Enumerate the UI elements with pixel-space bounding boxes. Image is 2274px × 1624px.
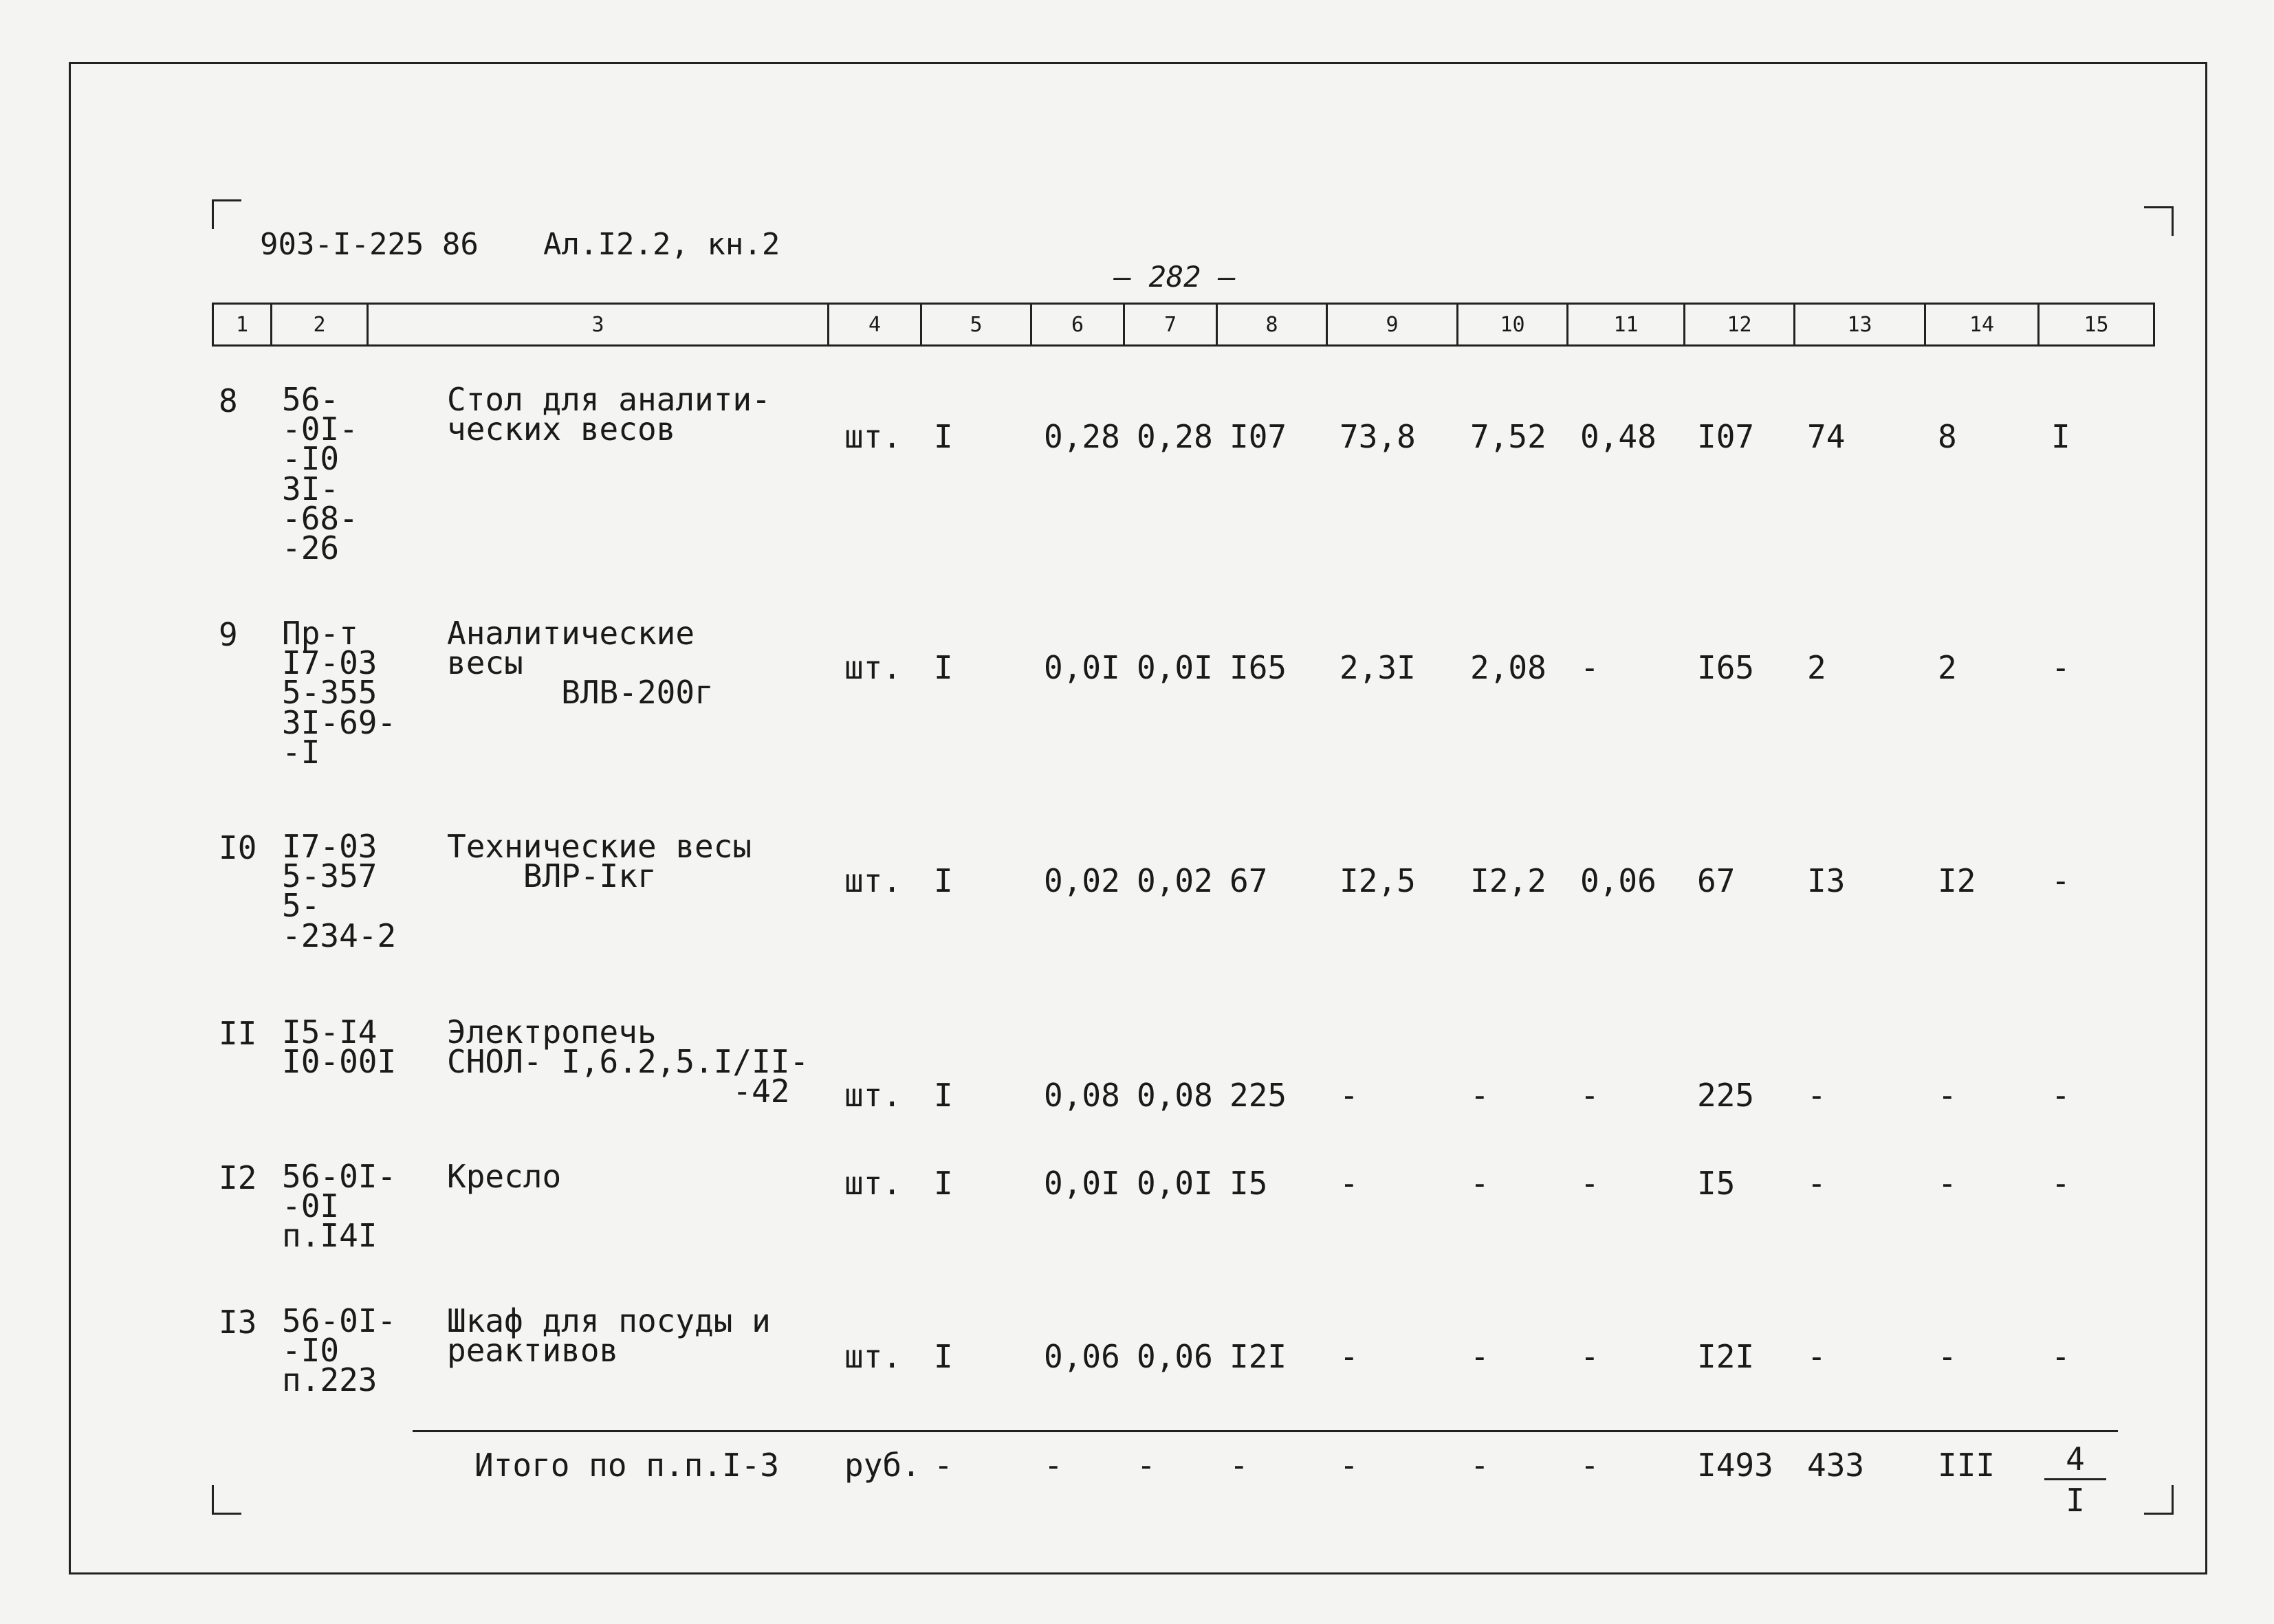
row-value-col-13: I3 — [1807, 862, 1846, 899]
row-value-col-9: - — [1340, 1165, 1359, 1202]
column-number-13: 13 — [1795, 305, 1926, 344]
column-number-11: 11 — [1568, 305, 1685, 344]
column-number-header — [212, 303, 2155, 347]
total-value-col-10: - — [1470, 1447, 1489, 1484]
total-value-col-6: - — [1044, 1447, 1063, 1484]
row-name: Аналитические весы ВЛВ-200г — [447, 615, 714, 712]
row-value-col-8: I07 — [1229, 418, 1287, 455]
row-value-col-6: 0,0I — [1044, 1165, 1120, 1202]
row-value-col-10: - — [1470, 1165, 1489, 1202]
corner-mark-bottom-left — [212, 1485, 241, 1515]
document-code: 903-I-225 86 — [260, 227, 479, 262]
row-value-col-6: 0,06 — [1044, 1338, 1120, 1375]
row-value-col-14: - — [1938, 1338, 1957, 1375]
row-name: Кресло — [447, 1158, 562, 1195]
column-number-4: 4 — [829, 305, 922, 344]
column-number-10: 10 — [1458, 305, 1568, 344]
row-value-col-5: I — [934, 649, 953, 686]
row-value-col-15: - — [2051, 1338, 2070, 1375]
row-value-col-13: - — [1807, 1077, 1826, 1114]
row-catalog-code: I7-03 5-357 5- -234-2 — [282, 828, 397, 954]
total-value-col-7: - — [1137, 1447, 1156, 1484]
row-value-col-10: 2,08 — [1470, 649, 1546, 686]
row-value-col-11: - — [1580, 1338, 1599, 1375]
row-value-col-11: - — [1580, 1165, 1599, 1202]
row-value-col-12: 225 — [1697, 1077, 1755, 1114]
row-value-col-7: 0,06 — [1137, 1338, 1213, 1375]
row-value-col-10: I2,2 — [1470, 862, 1546, 899]
row-catalog-code: 56-0I- -I0 п.223 — [282, 1302, 397, 1399]
total-value-col-8: - — [1229, 1447, 1249, 1484]
row-value-col-14: - — [1938, 1077, 1957, 1114]
corner-mark-top-left — [212, 199, 241, 229]
row-value-col-14: I2 — [1938, 862, 1976, 899]
row-value-col-6: 0,08 — [1044, 1077, 1120, 1114]
column-number-8: 8 — [1218, 305, 1328, 344]
row-value-col-10: - — [1470, 1338, 1489, 1375]
row-value-col-9: 73,8 — [1340, 418, 1416, 455]
row-value-col-12: I07 — [1697, 418, 1755, 455]
row-value-col-13: 2 — [1807, 649, 1826, 686]
column-number-2: 2 — [272, 305, 369, 344]
row-value-col-5: I — [934, 1077, 953, 1114]
row-value-col-6: 0,02 — [1044, 862, 1120, 899]
row-catalog-code: I5-I4 I0-00I — [282, 1013, 397, 1081]
row-value-col-12: I2I — [1697, 1338, 1755, 1375]
row-value-col-5: I — [934, 1338, 953, 1375]
row-number: I0 — [219, 829, 257, 866]
column-number-15: 15 — [2084, 312, 2109, 337]
column-number-14: 14 — [1926, 305, 2040, 344]
row-value-col-15: I — [2051, 418, 2070, 455]
row-value-col-12: I65 — [1697, 649, 1755, 686]
row-unit: шт. — [844, 862, 902, 899]
row-value-col-9: 2,3I — [1340, 649, 1416, 686]
column-number-7: 7 — [1125, 305, 1218, 344]
row-value-col-7: 0,28 — [1137, 418, 1213, 455]
row-value-col-8: I65 — [1229, 649, 1287, 686]
total-value-col-11: - — [1580, 1447, 1599, 1484]
row-value-col-7: 0,0I — [1137, 649, 1213, 686]
row-value-col-7: 0,08 — [1137, 1077, 1213, 1114]
row-unit: шт. — [844, 418, 902, 455]
row-value-col-5: I — [934, 418, 953, 455]
column-number-9: 9 — [1328, 305, 1458, 344]
row-value-col-8: I5 — [1229, 1165, 1268, 1202]
row-value-col-7: 0,02 — [1137, 862, 1213, 899]
row-value-col-14: - — [1938, 1165, 1957, 1202]
row-catalog-code: Пр-т I7-03 5-355 3I-69- -I — [282, 615, 397, 771]
row-value-col-13: 74 — [1807, 418, 1846, 455]
row-value-col-15: - — [2051, 1165, 2070, 1202]
total-unit: руб. — [844, 1447, 921, 1484]
row-value-col-12: 67 — [1697, 862, 1736, 899]
sheet-fraction-bar — [2044, 1478, 2106, 1480]
row-value-col-8: 67 — [1229, 862, 1268, 899]
column-number-3: 3 — [369, 305, 829, 344]
row-value-col-5: I — [934, 1165, 953, 1202]
row-value-col-11: - — [1580, 649, 1599, 686]
total-value-col-13: 433 — [1807, 1447, 1865, 1484]
column-number-12: 12 — [1685, 305, 1795, 344]
row-unit: шт. — [844, 1165, 902, 1202]
row-value-col-11: - — [1580, 1077, 1599, 1114]
row-value-col-5: I — [934, 862, 953, 899]
row-value-col-15: - — [2051, 862, 2070, 899]
row-value-col-8: I2I — [1229, 1338, 1287, 1375]
column-number-1: 1 — [214, 305, 272, 344]
row-value-col-12: I5 — [1697, 1165, 1736, 1202]
row-number: 8 — [219, 382, 238, 419]
row-unit: шт. — [844, 649, 902, 686]
page-number: — 282 — — [1114, 260, 1236, 294]
sheet-fraction-bottom: I — [2066, 1482, 2085, 1519]
row-value-col-15: - — [2051, 1077, 2070, 1114]
row-value-col-8: 225 — [1229, 1077, 1287, 1114]
row-value-col-14: 8 — [1938, 418, 1957, 455]
row-value-col-6: 0,0I — [1044, 649, 1120, 686]
row-value-col-9: - — [1340, 1338, 1359, 1375]
column-number-6: 6 — [1032, 305, 1125, 344]
total-label: Итого по п.п.I-3 — [474, 1447, 780, 1484]
row-value-col-14: 2 — [1938, 649, 1957, 686]
album-reference: Ал.I2.2, кн.2 — [543, 227, 780, 262]
row-value-col-10: 7,52 — [1470, 418, 1546, 455]
row-catalog-code: 56- -0I- -I0 3I- -68- -26 — [282, 381, 358, 567]
row-value-col-9: - — [1340, 1077, 1359, 1114]
row-name: Технические весы ВЛР-Iкг — [447, 828, 752, 895]
row-number: 9 — [219, 616, 238, 653]
row-number: II — [219, 1015, 257, 1052]
row-name: Шкаф для посуды и реактивов — [447, 1302, 771, 1370]
total-separator-line — [413, 1430, 2118, 1432]
sheet-fraction-top: 4 — [2066, 1440, 2085, 1478]
row-value-col-7: 0,0I — [1137, 1165, 1213, 1202]
row-value-col-11: 0,48 — [1580, 418, 1657, 455]
corner-mark-bottom-right — [2144, 1485, 2174, 1515]
row-value-col-6: 0,28 — [1044, 418, 1120, 455]
row-value-col-9: I2,5 — [1340, 862, 1416, 899]
column-number-5: 5 — [922, 305, 1032, 344]
total-value-col-12: I493 — [1697, 1447, 1773, 1484]
row-unit: шт. — [844, 1338, 902, 1375]
row-value-col-13: - — [1807, 1338, 1826, 1375]
total-value-col-14: III — [1938, 1447, 1996, 1484]
row-name: Электропечь СНОЛ- I,6.2,5.I/II- -42 — [447, 1013, 809, 1110]
row-catalog-code: 56-0I- -0I п.I4I — [282, 1158, 397, 1255]
row-unit: шт. — [844, 1077, 902, 1114]
row-name: Стол для аналити- ческих весов — [447, 381, 771, 448]
total-value-col-5: - — [934, 1447, 953, 1484]
row-number: I3 — [219, 1304, 257, 1341]
row-value-col-11: 0,06 — [1580, 862, 1657, 899]
row-value-col-15: - — [2051, 649, 2070, 686]
row-number: I2 — [219, 1159, 257, 1196]
row-value-col-13: - — [1807, 1165, 1826, 1202]
total-value-col-9: - — [1340, 1447, 1359, 1484]
row-value-col-10: - — [1470, 1077, 1489, 1114]
corner-mark-top-right — [2144, 206, 2174, 236]
